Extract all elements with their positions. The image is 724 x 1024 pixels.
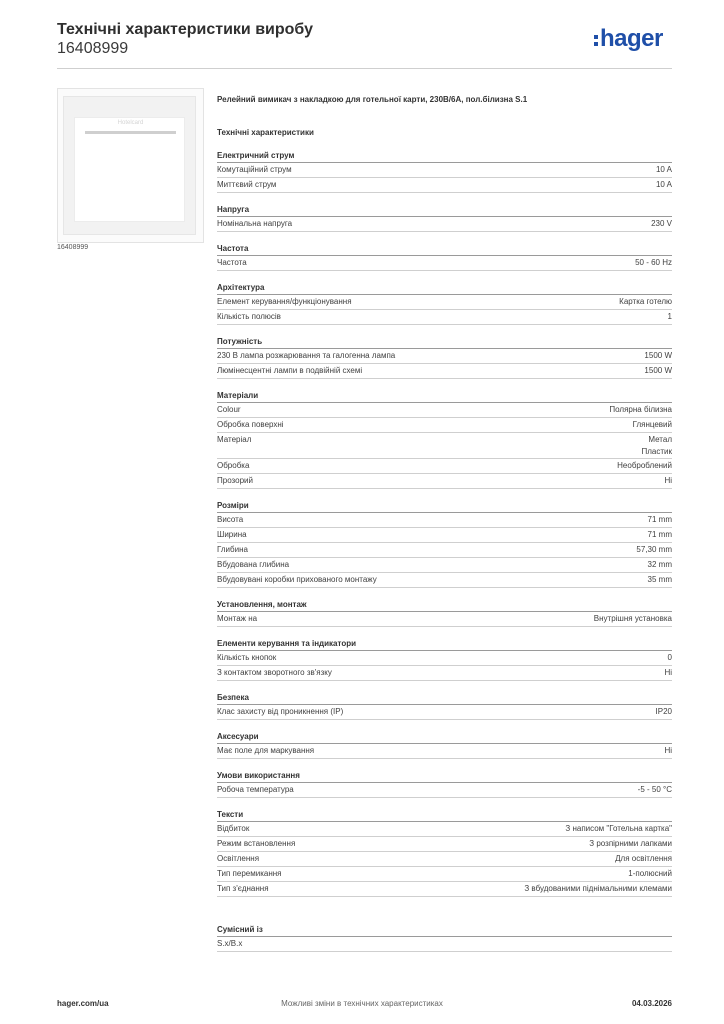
spec-value: 230 V [651, 219, 672, 228]
spec-value: 1500 W [644, 366, 672, 375]
spec-group-title: Архітектура [217, 282, 672, 295]
spec-label: Монтаж на [217, 614, 258, 623]
spec-group-title: Аксесуари [217, 731, 672, 744]
card-slot [85, 131, 176, 134]
spec-value: Необроблений [617, 461, 672, 470]
spec-row [217, 573, 672, 588]
spec-value: Полярна білизна [609, 405, 672, 414]
spec-value: 35 mm [647, 575, 672, 584]
spec-label: Глибина [217, 545, 248, 554]
spec-row [217, 459, 672, 474]
spec-row [217, 744, 672, 759]
spec-group [217, 150, 672, 193]
spec-row [217, 349, 672, 364]
spec-row [217, 217, 672, 232]
logo-mark-icon [594, 35, 598, 46]
spec-row [217, 612, 672, 627]
spec-label: Кількість полюсів [217, 312, 281, 321]
spec-value: 10 A [655, 180, 672, 189]
spec-label: 230 В лампа розжарювання та галогенна лампа [217, 351, 396, 360]
page-header [57, 20, 313, 58]
spec-value: 1-полюсний [628, 869, 672, 878]
spec-value: IP20 [655, 707, 672, 716]
header-divider [57, 68, 672, 69]
spec-value: 50 - 60 Hz [635, 258, 672, 267]
card-label-print: Hotelcard [117, 120, 144, 126]
product-image [57, 88, 204, 243]
spec-row [217, 403, 672, 418]
spec-row [217, 558, 672, 573]
spec-value: З розпірними лапками [589, 839, 672, 848]
spec-label: Вбудовувані коробки прихованого монтажу [217, 575, 377, 584]
spec-value: З написом "Готельна картка" [565, 824, 672, 833]
spec-group-title: Напруга [217, 204, 672, 217]
spec-label: Відбиток [217, 824, 250, 833]
spec-label: Робоча температура [217, 785, 294, 794]
spec-group-title: Тексти [217, 809, 672, 822]
spec-group-title: Безпека [217, 692, 672, 705]
spec-label: Обробка [217, 461, 250, 470]
spec-value: 0 [667, 653, 672, 662]
spec-value: 71 mm [647, 530, 672, 539]
spec-row [217, 364, 672, 379]
spec-row [217, 783, 672, 798]
spec-row [217, 418, 672, 433]
spec-groups [217, 150, 672, 897]
spec-group [217, 770, 672, 798]
spec-label: Люмінесцентні лампи в подвійній схемі [217, 366, 363, 375]
spec-label: Комутаційний струм [217, 165, 292, 174]
spec-row [217, 882, 672, 897]
spec-group-title: Розміри [217, 500, 672, 513]
spec-group [217, 336, 672, 379]
spec-group [217, 204, 672, 232]
spec-value: 1500 W [644, 351, 672, 360]
spec-value: Ні [664, 746, 672, 755]
product-code: 16408999 [57, 244, 89, 251]
spec-row [217, 310, 672, 325]
spec-label: Освітлення [217, 854, 260, 863]
spec-group [217, 809, 672, 897]
spec-row [217, 705, 672, 720]
specs-heading: Технічні характеристики [217, 128, 314, 137]
spec-group-title: Матеріали [217, 390, 672, 403]
spec-label: Номінальна напруга [217, 219, 293, 228]
spec-group [217, 692, 672, 720]
spec-value: 57,30 mm [636, 545, 672, 554]
spec-row [217, 513, 672, 528]
spec-value: Метал Пластик [641, 435, 672, 456]
spec-label: Висота [217, 515, 244, 524]
spec-value: 1 [667, 312, 672, 321]
spec-row [217, 528, 672, 543]
spec-label: Прозорий [217, 476, 253, 485]
spec-row [217, 666, 672, 681]
spec-row [217, 837, 672, 852]
switch-frame [63, 96, 196, 235]
spec-group-title: Умови використання [217, 770, 672, 783]
footer-website-link[interactable]: hager.com/ua [57, 999, 109, 1008]
spec-row [217, 852, 672, 867]
document-title: Технічні характеристики виробу [57, 21, 313, 38]
spec-content [217, 94, 672, 952]
document-number: 16408999 [57, 40, 129, 57]
spec-value: 10 A [655, 165, 672, 174]
spec-label: Тип перемикання [217, 869, 282, 878]
spec-value: З вбудованими піднімальними клемами [524, 884, 672, 893]
spec-row [217, 178, 672, 193]
spec-value: -5 - 50 °C [637, 785, 672, 794]
spec-group [217, 638, 672, 681]
spec-group [217, 390, 672, 489]
spec-label: Тип з'єднання [217, 884, 269, 893]
spec-label: Має поле для маркування [217, 746, 315, 755]
spec-row [217, 867, 672, 882]
spec-group-title: Потужність [217, 336, 672, 349]
footer-date: 04.03.2026 [631, 999, 672, 1008]
spec-group-title: Електричний струм [217, 150, 672, 163]
spec-row [217, 822, 672, 837]
spec-label: Клас захисту від проникнення (IP) [217, 707, 344, 716]
spec-label: Режим встановлення [217, 839, 296, 848]
spec-value: Внутрішня установка [593, 614, 672, 623]
spec-group-compatible [217, 924, 672, 952]
spec-label: Кількість кнопок [217, 653, 277, 662]
spec-label: З контактом зворотного зв'язку [217, 668, 332, 677]
spec-group-title: Частота [217, 243, 672, 256]
spec-group [217, 282, 672, 325]
spec-group-title: Сумісний із [217, 924, 672, 937]
spec-row [217, 474, 672, 489]
spec-group [217, 243, 672, 271]
spec-value: Ні [664, 476, 672, 485]
spec-label: Ширина [217, 530, 247, 539]
spec-row [217, 256, 672, 271]
spec-row [217, 295, 672, 310]
logo-text: hager [600, 25, 663, 52]
spec-group-title: Елементи керування та індикатори [217, 638, 672, 651]
hager-logo[interactable] [594, 26, 663, 52]
spec-value: 71 mm [647, 515, 672, 524]
spec-label: S.x/B.x [217, 939, 243, 948]
spec-value: Картка готелю [619, 297, 672, 306]
card-insert [74, 117, 185, 222]
spec-row [217, 651, 672, 666]
spec-label: Миттєвий струм [217, 180, 277, 189]
footer-notice: Можливі зміни в технічних характеристиках [281, 999, 443, 1008]
spec-value: 32 mm [647, 560, 672, 569]
spec-label: Colour [217, 405, 241, 414]
spec-row [217, 433, 672, 459]
spec-label: Вбудована глибина [217, 560, 290, 569]
spec-group [217, 500, 672, 588]
spec-group-title: Установлення, монтаж [217, 599, 672, 612]
spec-value: Ні [664, 668, 672, 677]
spec-value: Глянцевий [632, 420, 672, 429]
spec-group [217, 731, 672, 759]
spec-row [217, 543, 672, 558]
spec-label: Частота [217, 258, 247, 267]
spec-label: Матеріал [217, 435, 252, 444]
spec-row [217, 937, 672, 952]
product-name: Релейний вимикач з накладкою для готельної карти, 230В/6А, пол.білизна S.1 [217, 95, 528, 104]
spec-row [217, 163, 672, 178]
spec-label: Елемент керування/функціонування [217, 297, 352, 306]
spec-group [217, 599, 672, 627]
spec-label: Обробка поверхні [217, 420, 284, 429]
spec-value: Для освітлення [615, 854, 672, 863]
